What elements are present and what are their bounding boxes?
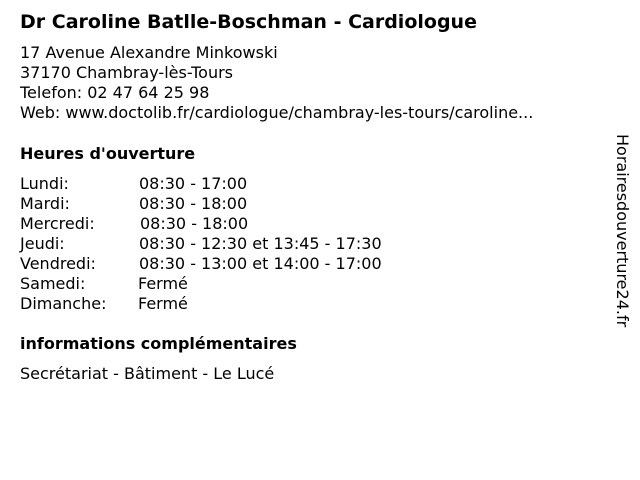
day-label: Dimanche: bbox=[20, 294, 107, 313]
time-value: 08:30 - 13:00 et 14:00 - 17:00 bbox=[139, 254, 382, 273]
hours-list bbox=[20, 174, 440, 314]
time-value: 08:30 - 18:00 bbox=[140, 214, 249, 233]
time-value: 08:30 - 17:00 bbox=[139, 174, 248, 193]
street-address: 17 Avenue Alexandre Minkowski bbox=[20, 43, 278, 62]
hours-row bbox=[20, 294, 440, 314]
day-label: Mardi: bbox=[20, 194, 70, 213]
hours-row bbox=[20, 214, 440, 234]
side-watermark: Horairesdouverture24.fr bbox=[613, 134, 632, 328]
time-value: Fermé bbox=[138, 294, 188, 313]
hours-row bbox=[20, 174, 440, 194]
hours-row bbox=[20, 194, 440, 214]
hours-row bbox=[20, 274, 440, 294]
day-label: Jeudi: bbox=[20, 234, 65, 253]
day-label: Samedi: bbox=[20, 274, 86, 293]
time-value: 08:30 - 18:00 bbox=[139, 194, 248, 213]
info-heading: informations complémentaires bbox=[20, 334, 297, 353]
hours-row bbox=[20, 234, 440, 254]
time-value: 08:30 - 12:30 et 13:45 - 17:30 bbox=[139, 234, 382, 253]
time-value: Fermé bbox=[138, 274, 188, 293]
day-label: Lundi: bbox=[20, 174, 69, 193]
page-title: Dr Caroline Batlle-Boschman - Cardiologue bbox=[20, 11, 477, 33]
hours-row bbox=[20, 254, 440, 274]
phone-number: Telefon: 02 47 64 25 98 bbox=[20, 83, 210, 102]
day-label: Vendredi: bbox=[20, 254, 96, 273]
city-address: 37170 Chambray-lès-Tours bbox=[20, 63, 234, 82]
website: Web: www.doctolib.fr/cardiologue/chambray-les-tours/caroline... bbox=[20, 103, 534, 122]
day-label: Mercredi: bbox=[20, 214, 95, 233]
address-block bbox=[20, 43, 533, 123]
hours-heading: Heures d'ouverture bbox=[20, 144, 196, 163]
info-text: Secrétariat - Bâtiment - Le Lucé bbox=[20, 364, 275, 383]
